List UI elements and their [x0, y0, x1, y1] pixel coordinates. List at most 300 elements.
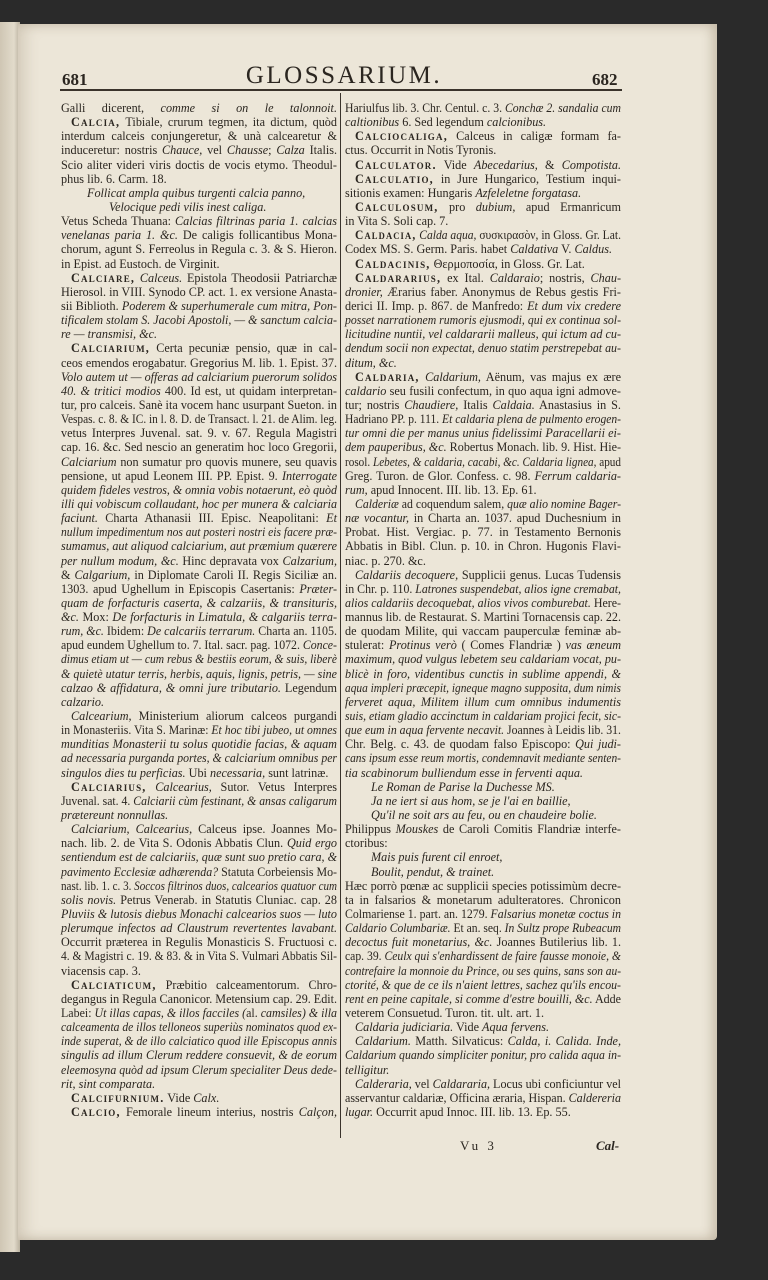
text-line [345, 766, 621, 780]
text-line-content [61, 695, 104, 709]
headword: Calciare, [71, 270, 136, 285]
text-line [61, 638, 337, 652]
text: & [537, 157, 562, 172]
text-line-content [345, 285, 621, 299]
text-line-content [345, 681, 621, 695]
text-line-content [61, 794, 337, 808]
text-line [61, 554, 337, 568]
text-line [61, 978, 337, 992]
text-line-content [355, 228, 621, 242]
headword: Calculosum, [355, 199, 439, 214]
italic-text: Calciarium, Calcearius, [71, 822, 193, 837]
italic-text: dronier, [345, 284, 383, 299]
text: Locus ubi conficiuntur vel [490, 1076, 621, 1091]
italic-text: & quietè utatur terris, herbis, aquis, lignis, petris, — sine [61, 666, 337, 681]
text: nach. lib. 2. de Vita S. Odonis Abbatis Clun. [61, 836, 287, 851]
text-line-content [345, 341, 621, 355]
text-line-content [61, 737, 337, 751]
text-line-content [345, 766, 583, 780]
text-line-content [61, 228, 337, 242]
italic-text: que eum in aqua fervente necavit. [345, 723, 505, 738]
text-line [345, 709, 621, 723]
text: vetus Interpres Juvenal. sat. 9. v. 67. Regula Magistri [61, 426, 337, 441]
italic-text: Follicat ampla quibus turgenti calcia panno, [87, 185, 306, 200]
text: Vide [164, 1090, 194, 1105]
text-line [61, 964, 337, 978]
italic-text: Calcias filtrinas paria 1. calcias [175, 214, 337, 229]
italic-text: Mais puis furent cil enroet, [371, 850, 503, 865]
headword: Calculatio, [355, 171, 434, 186]
italic-text: Caldus. [574, 242, 613, 257]
italic-text: Calceus. [135, 270, 183, 285]
italic-text: Azfeleletne forgatasa. [475, 185, 582, 200]
text-line [61, 143, 337, 157]
text: cap. 39. [345, 949, 385, 964]
text: 4. & Magistri c. 19. & 83. & in Vita S. Vulmari Abbatis Sil- [61, 949, 337, 964]
text-line [345, 412, 621, 426]
text-line [61, 1034, 337, 1048]
text-line [61, 271, 337, 285]
italic-text: Falsarius monetæ coctus in [490, 907, 621, 922]
italic-text: Calzarium, [282, 553, 337, 568]
text-line-content [345, 751, 621, 765]
text-line [61, 921, 337, 935]
text-line-content [61, 285, 337, 299]
italic-text: rum, [345, 482, 368, 497]
headword: Calciarium, [71, 341, 151, 356]
text: Philippus [345, 822, 396, 837]
italic-text: Caldararia, [432, 1076, 491, 1091]
text: Tibiale, crurum tegmen, ita dictum, quòd [120, 115, 337, 130]
italic-text: pavimento Ecclesiæ adhærenda? [61, 864, 219, 879]
text-line [345, 129, 621, 143]
text: Hierosol. in VIII. Synodo CP. act. 1. ex versione Anasta- [61, 284, 337, 299]
text-line-content [61, 143, 337, 157]
text: Joannes Butilerius lib. 1. [492, 935, 621, 950]
signature-mark: Vu 3 [460, 1138, 497, 1153]
text: pro [438, 199, 476, 214]
text-line-content [61, 525, 337, 539]
text-line-content [345, 511, 621, 525]
text: ta in falsarios & monetarum adulteratores. Chronicon [345, 892, 621, 907]
text: 6. Sed legendum [399, 115, 487, 130]
text-line-content [355, 172, 621, 186]
italic-text: re — transmisi, &c. [61, 327, 158, 342]
text: interdum calceis conjungeretur, & unà calcearetur & [61, 129, 337, 144]
text-line [345, 214, 621, 228]
text-line [345, 652, 621, 666]
text-line-content [61, 638, 337, 652]
text-line [345, 497, 621, 511]
text-line [61, 1020, 337, 1034]
text: asservantur caldariæ, Officina æraria, Hispan. [345, 1090, 569, 1105]
text-line-content [345, 426, 621, 440]
italic-text: Interrogate [281, 468, 337, 483]
text-line [345, 1063, 621, 1077]
text-line-content [71, 1105, 337, 1119]
text: induceretur: nostris [61, 143, 163, 158]
text-line-content [355, 257, 585, 271]
text: sunt latrinæ. [265, 765, 329, 780]
italic-text: necessaria, [209, 765, 266, 780]
text: Epistola Theodosii Patriarchæ [182, 270, 337, 285]
text-line [345, 992, 621, 1006]
italic-text: caltionibus [345, 115, 400, 130]
text: tur, pro calceis. Sanè ita vocem hanc usurpant Sueton. in [61, 397, 337, 412]
italic-text: per nullum modum, &c. [61, 553, 179, 568]
text: Θερμοποσία, in Gloss. Gr. Lat. [430, 256, 585, 271]
italic-text: calceamenta de illos telloneos superiùs nominatos quod ex- [61, 1020, 337, 1035]
text-line-content [345, 893, 621, 907]
text-line [345, 440, 621, 454]
text-line [345, 836, 621, 850]
text-line [345, 964, 621, 978]
text: ( Comes Flandriæ ) [456, 638, 566, 653]
text-line-content [109, 200, 266, 214]
text: in Chr. p. 110. [345, 581, 416, 596]
italic-text: Ceulx qui s'enhardissent de faire fausse monoie, & [384, 949, 621, 964]
text-line-content [61, 172, 167, 186]
text-line-content [345, 327, 621, 341]
headword: Calculator. [355, 157, 437, 172]
text-line [345, 370, 621, 384]
text-line-content [345, 469, 621, 483]
text-line-content [345, 737, 621, 751]
italic-text: Calgarium, [74, 567, 131, 582]
text-line-content [355, 158, 621, 172]
text-line-content [371, 808, 597, 822]
text: veterem Consuetud. Turon. tit. ult. art. 1. [345, 1006, 545, 1020]
text-line-content [61, 893, 337, 907]
page-number-left: 681 [62, 70, 88, 89]
italic-text: Calderaria, [355, 1076, 412, 1091]
text: Ærarius faber. Anonymus de Rebus gestis Fri- [382, 284, 621, 299]
text-line [345, 483, 621, 497]
text-line-content [61, 129, 337, 143]
text-line [345, 751, 621, 765]
text-line-content [61, 1034, 337, 1048]
italic-text: quam de forfacturis caserta, & calzariis, & transituris, [61, 595, 337, 610]
text: Joannes à Leidis lib. 31. [504, 723, 621, 738]
text: ; [268, 143, 277, 158]
text-line-content [371, 794, 571, 808]
text-line-content [61, 568, 337, 582]
text-line-content [61, 412, 337, 426]
text: Colmariense 1. part. an. 1279. [345, 907, 491, 922]
text-line-content [61, 582, 337, 596]
text: stulerat: [345, 638, 389, 653]
text-line [61, 1091, 337, 1105]
text-line-content [355, 370, 621, 384]
text-line [345, 568, 621, 582]
text-line [345, 978, 621, 992]
text-line-content [71, 780, 337, 794]
text-line [61, 455, 337, 469]
text-line-content [371, 780, 555, 794]
text-line-content [345, 624, 621, 638]
text: Sutor. Vetus Interpres [211, 779, 337, 794]
text-line [345, 582, 621, 596]
text-line [61, 865, 337, 879]
text: Charta an. 1105. [255, 624, 337, 639]
text-line-content [61, 398, 337, 412]
facing-page-edge [0, 22, 20, 1252]
text-line-content [345, 1006, 544, 1020]
text-line [61, 822, 337, 836]
text: συσκιρασὸν, in Gloss. Gr. Lat. [476, 228, 621, 243]
italic-text: Chausse [226, 143, 269, 158]
text-line [61, 158, 337, 172]
text-line [61, 356, 337, 370]
text-line [345, 850, 621, 864]
text: Et an. seq. [450, 921, 505, 936]
italic-text: sumamus, aut aliquod calciarium, aut præmium quærere [61, 539, 337, 554]
text-line-content [61, 610, 337, 624]
text-line [345, 780, 621, 794]
text-line-content [61, 723, 337, 737]
text-line [61, 313, 337, 327]
text-line-content [345, 398, 621, 412]
italic-text: alios caldariis decoquebat, alios vivos comburebat. [345, 595, 591, 610]
headword: Calciarius, [71, 779, 147, 794]
left-column [61, 101, 337, 1119]
text-line-content [71, 978, 337, 992]
text-line [61, 624, 337, 638]
italic-text: Calda, i. Calida. Inde, [507, 1034, 621, 1049]
text-line [345, 865, 621, 879]
italic-text: Protinus verò [388, 638, 457, 653]
text-line-content [345, 1063, 389, 1077]
text-line-content [371, 865, 494, 879]
italic-text: Calza [276, 143, 305, 158]
text: Legendum [280, 680, 337, 695]
text-line [345, 596, 621, 610]
text-line-content [71, 341, 337, 355]
text-line-content [61, 426, 337, 440]
text-line-content [345, 610, 621, 624]
text-line [345, 907, 621, 921]
text: cap. 16. &c. Sed nescio an generatim hoc loco Gregorii, [61, 440, 337, 455]
italic-text: Chau- [590, 270, 621, 285]
scanner-background [0, 0, 768, 24]
text: Ubi [185, 765, 210, 780]
text: Hinc depravata vox [178, 553, 283, 568]
text-line-content [61, 1077, 155, 1091]
text: apud Innocent. III. lib. 13. Ep. 61. [367, 482, 537, 497]
text-line [345, 879, 621, 893]
text-line [345, 200, 621, 214]
text-line-content [345, 412, 621, 426]
text-line-content [345, 186, 581, 200]
text: degangus in Regula Canonicor. Metensium cap. 29. Edit. [61, 991, 337, 1006]
text-line-content [61, 836, 337, 850]
italic-text: aqua impleri præcepit, igneque magno supposita, dum nimis [345, 680, 621, 695]
text-line [345, 794, 621, 808]
italic-text: venelanas paria 1. &c. [61, 228, 178, 243]
text-line [61, 200, 337, 214]
text: Galli dicerent, [61, 101, 161, 115]
text: apud Ermanricum [515, 199, 621, 214]
text-line [345, 893, 621, 907]
text-line-content [355, 1020, 549, 1034]
text: de quodam Milite, qui vaccam pauperculæ feminæ ab- [345, 624, 621, 639]
italic-text: Ut illas capas, & illos facciles ( [94, 1006, 247, 1020]
text-line [61, 992, 337, 1006]
text-line-content [61, 356, 337, 370]
text-line-content [61, 964, 141, 978]
text-line-content [71, 1091, 219, 1105]
column-divider [340, 93, 341, 1138]
italic-text: Caldaraio [489, 270, 540, 285]
italic-text: Chaudiere, [404, 397, 459, 412]
text-line-content [345, 695, 621, 709]
text: Vide [436, 157, 474, 172]
text-line [61, 497, 337, 511]
text-line-content [61, 1020, 337, 1034]
text: Statuta Corbeiensis Mo- [218, 864, 337, 879]
text-line-content [61, 101, 337, 115]
text: Hæc porrò pœnæ ac supplicii species potissimùm decre- [345, 878, 621, 893]
text-line-content [61, 1006, 337, 1020]
text-line-content [345, 978, 621, 992]
text: Labei: [61, 1006, 95, 1020]
text: Ministerium aliorum calceos purgandi [131, 709, 337, 724]
text-line [61, 384, 337, 398]
italic-text: Et dum vix credere [527, 298, 621, 313]
text-line [61, 582, 337, 596]
text-line-content [355, 497, 621, 511]
text-line-content [61, 992, 337, 1006]
headword: Calcio, [71, 1104, 121, 1119]
text: Petrus Venerab. in Statutis Cluniac. cap. 28 [116, 892, 337, 907]
text-line-content [61, 469, 337, 483]
headword: Caldacinis, [355, 256, 431, 271]
text: Codex MS. S. Germ. Paris. habet [345, 242, 511, 257]
italic-text: ditum, &c. [345, 355, 397, 370]
text-line [345, 327, 621, 341]
italic-text: contrefaire la monnoie du Prince, ou ses quins, sans son au- [345, 963, 621, 978]
text-line-content [355, 200, 621, 214]
text-line [345, 1105, 621, 1119]
headword: Calcia, [71, 115, 121, 130]
text: Vide [453, 1020, 483, 1035]
italic-text: ad necessaria purganda portes, & calciarium omnibus per [61, 751, 337, 766]
text-line-content [345, 483, 537, 497]
text-line-content [345, 596, 621, 610]
text: ctoribus: [345, 836, 388, 851]
text-line [345, 511, 621, 525]
italic-text: Chauce, [162, 143, 203, 158]
text-line-content [345, 539, 621, 553]
text-line-content [345, 667, 621, 681]
italic-text: solis novis. [61, 892, 117, 907]
italic-text: Et hoc tibi jubeo, ut omnes [211, 723, 337, 738]
italic-text: licitudine nuntii, vel caldararii malleus, qui ictum ad cu- [345, 327, 621, 342]
text-line [345, 1077, 621, 1091]
text-line-content [61, 214, 337, 228]
text-line-content [345, 921, 621, 935]
text-line [61, 610, 337, 624]
text-line-content [345, 1048, 621, 1062]
italic-text: calzao & affidatura, & omni jure tributario. [61, 680, 281, 695]
text: ceos emendos erogabatur. Gregorius M. lib. 1. Epist. 37. [61, 355, 337, 370]
text-line [61, 709, 337, 723]
text: Præbitio calceamentorum. Chro- [156, 977, 337, 992]
text-line-content [355, 1034, 621, 1048]
italic-text: Caldariis decoquere, [355, 567, 459, 582]
text: Certa pecuniæ pensio, quæ in cal- [150, 341, 337, 356]
italic-text: Præter- [299, 581, 337, 596]
text-line-content [345, 356, 397, 370]
text: de Caroli Comitis Flandriæ interfe- [438, 822, 621, 837]
italic-text: prætereunt nonnullas. [61, 808, 169, 823]
italic-text: lugar. [345, 1104, 374, 1119]
text: rosol. [345, 454, 373, 469]
text-line [345, 158, 621, 172]
text: Probat. Hist. Vergiac. p. 77. in Testamento Bernonis [345, 525, 621, 540]
text: vel [202, 143, 227, 158]
text: V. [558, 242, 575, 257]
text-line-content [61, 1048, 337, 1062]
text-line [61, 794, 337, 808]
text: Ibidem: [103, 624, 148, 639]
page-number-right: 682 [592, 70, 618, 89]
headword: Caldararius, [355, 270, 442, 285]
headword: Calciocaliga, [355, 129, 448, 144]
text-line [61, 257, 337, 271]
text: Italis. [304, 143, 338, 158]
text-line [61, 426, 337, 440]
text: Vespas. c. 8. & IC. in l. 8. D. de Transact. l. 21. de Alim. leg. [61, 412, 337, 427]
text: sii Biblioth. [61, 298, 122, 313]
text: Adde [592, 991, 621, 1006]
text: 1303. apud Ughellum in Episcopis Casertanis: [61, 581, 300, 596]
text-line-content [61, 242, 337, 256]
text-line-content [345, 115, 546, 129]
text-line [61, 808, 337, 822]
text-line [61, 695, 337, 709]
text: Scio aliter videri viris doctis de vocis etymo. Theodul- [61, 157, 337, 172]
text-line-content [61, 299, 337, 313]
text-line-content [61, 497, 337, 511]
italic-text: dubium, [475, 199, 516, 214]
text-line [61, 1077, 337, 1091]
text-line [345, 469, 621, 483]
italic-text: dem pauperibus, &c. [345, 440, 447, 455]
italic-text: telligitur. [345, 1062, 390, 1077]
text-line [61, 511, 337, 525]
text-line-content [345, 554, 426, 568]
italic-text: Compotista. [561, 157, 621, 172]
text-line [61, 737, 337, 751]
text: non sumatur pro quovis munere, seu quavis [116, 454, 337, 469]
text: seu fusili confectum, in quo aqua igni admove- [386, 383, 621, 398]
text-line-content [345, 299, 621, 313]
italic-text: singulis ad illum Clerum reddere consuevit, & de eorum [61, 1048, 337, 1063]
text-line [345, 539, 621, 553]
text-line-content [61, 751, 337, 765]
text-line-content [61, 935, 337, 949]
italic-text: Caldativa [510, 242, 559, 257]
text-line [61, 228, 337, 242]
text-line [61, 751, 337, 765]
text-line [345, 101, 621, 115]
text-line-content [355, 1077, 621, 1091]
italic-text: munditias Monasterii tu solus quotidie facias, & aquam [61, 737, 337, 752]
text: phus lib. 6. Carm. 18. [61, 171, 167, 186]
text-line [61, 469, 337, 483]
text-line-content [345, 935, 621, 949]
